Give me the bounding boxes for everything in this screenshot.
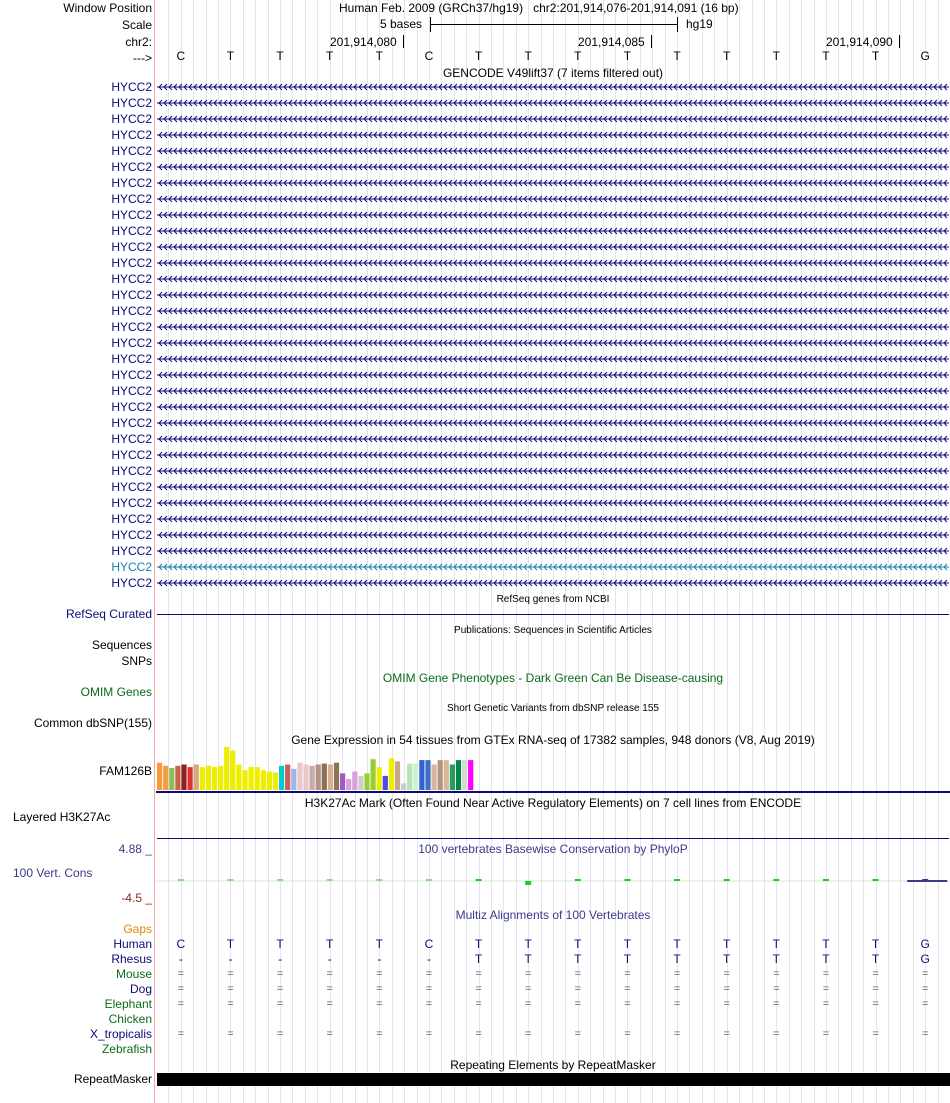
multiz-alignment-char: = xyxy=(425,1028,433,1040)
gencode-transcript-label[interactable]: HYCC2 xyxy=(111,336,152,350)
gtex-tissue-bar[interactable] xyxy=(383,776,388,790)
multiz-alignment-char: = xyxy=(326,1028,333,1040)
gencode-transcript-line[interactable] xyxy=(157,242,949,252)
gencode-transcript-line[interactable] xyxy=(157,98,949,108)
gtex-tissue-bar[interactable] xyxy=(346,779,351,790)
base-letter: T xyxy=(772,49,780,63)
base-letter: T xyxy=(623,49,632,63)
multiz-alignment-char: = xyxy=(822,983,830,995)
gtex-tissue-bar[interactable] xyxy=(377,767,382,790)
multiz-alignment-char: = xyxy=(376,998,383,1010)
multiz-alignment-char: T xyxy=(772,952,780,966)
base-letter: T xyxy=(474,49,483,63)
multiz-alignment-char: = xyxy=(872,968,879,980)
multiz-alignment-char: = xyxy=(872,983,879,995)
multiz-species-label[interactable]: Elephant xyxy=(104,997,152,1011)
gtex-tissue-bar[interactable] xyxy=(267,772,272,791)
gtex-tissue-bar[interactable] xyxy=(358,776,363,790)
multiz-alignment-char: = xyxy=(376,983,383,995)
gencode-transcript-label[interactable]: HYCC2 xyxy=(111,272,152,286)
gencode-transcript-label[interactable]: HYCC2 xyxy=(111,304,152,318)
gtex-tissue-bar[interactable] xyxy=(206,766,211,790)
gtex-tissue-bar[interactable] xyxy=(328,765,333,791)
gencode-transcript-line[interactable] xyxy=(157,562,949,572)
gtex-tissue-bar[interactable] xyxy=(389,758,394,790)
gtex-tissue-bar[interactable] xyxy=(444,760,449,790)
gtex-tissue-bar[interactable] xyxy=(462,760,467,790)
gtex-tissue-bar[interactable] xyxy=(395,761,400,790)
base-letter: T xyxy=(673,49,681,63)
gtex-tissue-bar[interactable] xyxy=(322,764,327,790)
base-letter: T xyxy=(226,49,235,63)
multiz-alignment-char: = xyxy=(574,1028,582,1040)
phylop-max-label: 4.88 _ xyxy=(118,842,152,856)
gencode-transcript-label[interactable]: HYCC2 xyxy=(111,80,152,94)
multiz-alignment-char: T xyxy=(524,937,532,951)
multiz-alignment-char: - xyxy=(377,952,382,966)
multiz-alignment-char: = xyxy=(524,968,532,980)
gtex-tissue-bar[interactable] xyxy=(401,783,406,790)
gencode-transcript-line[interactable] xyxy=(157,354,949,364)
phylop-score-mark[interactable] xyxy=(178,879,184,881)
multiz-alignment-char: = xyxy=(227,983,234,995)
gencode-transcript-label[interactable]: HYCC2 xyxy=(111,176,152,190)
multiz-species-label[interactable]: Zebrafish xyxy=(101,1042,152,1056)
multiz-alignment-char: = xyxy=(425,998,433,1010)
gencode-transcript-line[interactable] xyxy=(157,130,949,140)
gtex-tissue-bar[interactable] xyxy=(425,760,430,790)
repeatmasker-track-label[interactable]: RepeatMasker xyxy=(73,1072,152,1086)
phylop-track-title: 100 vertebrates Basewise Conservation by PhyloP xyxy=(418,842,688,856)
gencode-transcript-line[interactable] xyxy=(157,290,949,300)
gencode-transcript-label[interactable]: HYCC2 xyxy=(111,288,152,302)
gtex-tissue-bar[interactable] xyxy=(371,759,376,790)
gtex-tissue-bar[interactable] xyxy=(236,765,241,791)
gtex-tissue-bar[interactable] xyxy=(413,764,418,790)
multiz-alignment-char: = xyxy=(524,1028,532,1040)
multiz-alignment-char: T xyxy=(673,937,681,951)
gencode-transcript-line[interactable] xyxy=(157,402,949,412)
multiz-alignment-char: = xyxy=(723,1028,730,1040)
multiz-alignment-char: = xyxy=(773,968,780,980)
multiz-alignment-char: = xyxy=(773,1028,780,1040)
gencode-transcript-line[interactable] xyxy=(157,498,949,508)
multiz-species-label[interactable]: Rhesus xyxy=(111,952,152,966)
gencode-transcript-label[interactable]: HYCC2 xyxy=(111,160,152,174)
phylop-track-label[interactable]: 100 Vert. Cons xyxy=(13,866,93,880)
gtex-tissue-bar[interactable] xyxy=(303,765,308,791)
multiz-alignment-char: - xyxy=(228,952,233,966)
gtex-tissue-bar[interactable] xyxy=(255,767,260,790)
omim-track-label[interactable]: OMIM Genes xyxy=(80,685,152,699)
multiz-species-label[interactable]: Human xyxy=(113,937,152,951)
gtex-tissue-bar[interactable] xyxy=(456,760,461,790)
multiz-alignment-char: C xyxy=(176,937,186,951)
gencode-transcript-label[interactable]: HYCC2 xyxy=(111,416,152,430)
gencode-transcript-line[interactable] xyxy=(157,466,949,476)
gtex-gene-label[interactable]: FAM126B xyxy=(99,764,152,778)
multiz-alignment-char: = xyxy=(723,968,730,980)
gencode-transcript-label[interactable]: HYCC2 xyxy=(111,544,152,558)
gencode-transcript-label[interactable]: HYCC2 xyxy=(111,528,152,542)
gtex-tissue-bar[interactable] xyxy=(297,763,302,790)
multiz-alignment-char: G xyxy=(920,952,930,966)
multiz-alignment-char: = xyxy=(177,983,185,995)
gtex-tissue-bar[interactable] xyxy=(230,750,235,790)
gencode-transcript-line[interactable] xyxy=(157,370,949,380)
publications-snps-label[interactable]: SNPs xyxy=(121,654,152,668)
gtex-tissue-bar[interactable] xyxy=(224,747,229,790)
multiz-alignment-char: = xyxy=(475,1028,482,1040)
multiz-alignment-char: = xyxy=(227,1028,234,1040)
multiz-alignment-char: = xyxy=(723,998,730,1010)
multiz-alignment-char: = xyxy=(673,998,681,1010)
multiz-alignment-char: T xyxy=(226,937,235,951)
gencode-transcript-label[interactable]: HYCC2 xyxy=(111,144,152,158)
multiz-alignment-char: = xyxy=(921,998,929,1010)
gencode-transcript-label[interactable]: HYCC2 xyxy=(111,320,152,334)
multiz-species-label[interactable]: Mouse xyxy=(115,967,152,981)
gtex-tissue-bar[interactable] xyxy=(163,766,168,790)
gencode-transcript-label[interactable]: HYCC2 xyxy=(111,256,152,270)
multiz-gaps-label[interactable]: Gaps xyxy=(123,922,152,936)
multiz-alignment-char: = xyxy=(227,968,234,980)
multiz-alignment-char: = xyxy=(276,983,284,995)
multiz-species-label[interactable]: Chicken xyxy=(108,1012,152,1026)
gtex-tissue-bar[interactable] xyxy=(285,765,290,791)
multiz-alignment-char: T xyxy=(623,937,632,951)
phylop-score-mark[interactable] xyxy=(624,879,630,881)
strand-label: ---> xyxy=(133,51,152,65)
scale-bar-right-tick xyxy=(677,17,678,32)
coordinate-tick xyxy=(403,35,404,48)
multiz-alignment-char: = xyxy=(673,983,681,995)
base-letter: T xyxy=(276,49,284,63)
gtex-tissue-bar[interactable] xyxy=(419,760,424,790)
multiz-alignment-char: C xyxy=(424,937,434,951)
gtex-tissue-bar[interactable] xyxy=(242,770,247,790)
multiz-alignment-char: = xyxy=(177,968,185,980)
gtex-tissue-bar[interactable] xyxy=(279,766,284,790)
window-position-label: Window Position xyxy=(63,1,152,15)
multiz-alignment-char: = xyxy=(276,998,284,1010)
multiz-alignment-char: T xyxy=(326,937,334,951)
phylop-score-mark[interactable] xyxy=(376,879,382,881)
multiz-alignment-char: = xyxy=(574,968,582,980)
multiz-alignment-char: = xyxy=(326,968,333,980)
gtex-tissue-bar[interactable] xyxy=(334,763,339,790)
publications-sequences-label[interactable]: Sequences xyxy=(91,638,152,652)
gencode-transcript-label[interactable]: HYCC2 xyxy=(111,480,152,494)
gencode-transcript-label[interactable]: HYCC2 xyxy=(111,96,152,110)
refseq-gene-line[interactable] xyxy=(157,614,949,615)
gtex-tissue-bar[interactable] xyxy=(364,773,369,790)
phylop-score-mark[interactable] xyxy=(873,879,879,881)
gencode-transcript-label[interactable]: HYCC2 xyxy=(111,192,152,206)
multiz-species-label[interactable]: X_tropicalis xyxy=(89,1027,152,1041)
scale-label: Scale xyxy=(121,18,152,32)
phylop-score-mark[interactable] xyxy=(227,879,233,881)
gtex-tissue-bar[interactable] xyxy=(316,765,321,791)
scale-db-label: hg19 xyxy=(686,17,713,31)
repeatmasker-track-title: Repeating Elements by RepeatMasker xyxy=(450,1058,656,1072)
multiz-alignment-char: = xyxy=(773,983,780,995)
gtex-tissue-bar[interactable] xyxy=(157,763,162,790)
refseq-track-label[interactable]: RefSeq Curated xyxy=(65,607,152,621)
gencode-transcript-label[interactable]: HYCC2 xyxy=(111,512,152,526)
phylop-score-mark[interactable] xyxy=(724,879,730,881)
multiz-alignment-char: T xyxy=(474,937,483,951)
multiz-alignment-char: = xyxy=(624,998,631,1010)
phylop-score-mark[interactable] xyxy=(277,879,283,881)
base-letter: T xyxy=(871,49,880,63)
multiz-alignment-char: T xyxy=(772,937,780,951)
multiz-alignment-char: = xyxy=(276,968,284,980)
base-letter: T xyxy=(574,49,582,63)
multiz-alignment-char: T xyxy=(822,937,830,951)
gtex-track-title: Gene Expression in 54 tissues from GTEx RNA-seq of 17382 samples, 948 donors (V8, Aug 2019) xyxy=(291,733,815,747)
gtex-tissue-bar[interactable] xyxy=(218,766,223,790)
gtex-tissue-bar[interactable] xyxy=(432,765,437,791)
scale-bar xyxy=(430,24,677,25)
base-letter: T xyxy=(723,49,731,63)
phylop-score-mark[interactable] xyxy=(674,879,680,881)
multiz-alignment-char: - xyxy=(278,952,283,966)
phylop-score-mark[interactable] xyxy=(426,879,432,881)
label-divider xyxy=(154,0,155,1103)
multiz-alignment-char: T xyxy=(524,952,532,966)
gencode-transcript-label[interactable]: HYCC2 xyxy=(111,400,152,414)
multiz-alignment-char: = xyxy=(822,1028,830,1040)
phylop-score-mark[interactable] xyxy=(476,879,482,881)
gencode-transcript-line[interactable] xyxy=(157,226,949,236)
gtex-tissue-bar[interactable] xyxy=(468,760,473,790)
gtex-expression-bars[interactable] xyxy=(156,746,950,794)
gtex-tissue-bar[interactable] xyxy=(181,765,186,791)
gencode-transcript-label[interactable]: HYCC2 xyxy=(111,560,152,574)
scale-bar-text: 5 bases xyxy=(380,17,423,31)
multiz-species-label[interactable]: Dog xyxy=(129,982,152,996)
multiz-alignment-char: = xyxy=(872,998,879,1010)
multiz-alignment-char: - xyxy=(327,952,332,966)
publications-track-title: Publications: Sequences in Scientific Articles xyxy=(454,625,652,636)
gencode-transcript-line[interactable] xyxy=(157,258,949,268)
multiz-alignment-char: = xyxy=(475,968,482,980)
gencode-transcript-label[interactable]: HYCC2 xyxy=(111,576,152,590)
gencode-transcript-line[interactable] xyxy=(157,162,949,172)
omim-track-title: OMIM Gene Phenotypes - Dark Green Can Be Disease-causing xyxy=(382,671,724,685)
multiz-alignment-char: - xyxy=(178,952,183,966)
multiz-alignment-char: T xyxy=(574,952,582,966)
multiz-alignment-char: = xyxy=(574,998,582,1010)
phylop-score-mark[interactable] xyxy=(327,879,333,881)
multiz-alignment-char: = xyxy=(524,998,532,1010)
gencode-transcript-line[interactable] xyxy=(157,546,949,556)
coordinate-tick xyxy=(651,35,652,48)
gtex-tissue-bar[interactable] xyxy=(352,772,357,791)
multiz-alignment-char: T xyxy=(276,937,284,951)
multiz-alignment-char: T xyxy=(871,952,880,966)
gencode-transcript-line[interactable] xyxy=(157,178,949,188)
multiz-alignment-char: = xyxy=(624,1028,631,1040)
multiz-alignment-char: = xyxy=(177,1028,185,1040)
multiz-alignment-char: = xyxy=(524,983,532,995)
gencode-transcript-line[interactable] xyxy=(157,530,949,540)
gtex-tissue-bar[interactable] xyxy=(249,767,254,790)
multiz-track-title: Multiz Alignments of 100 Vertebrates xyxy=(455,908,651,922)
gencode-transcript-line[interactable] xyxy=(157,514,949,524)
multiz-alignment-char: = xyxy=(624,983,631,995)
gencode-transcript-line[interactable] xyxy=(157,418,949,428)
gencode-transcript-label[interactable]: HYCC2 xyxy=(111,224,152,238)
multiz-alignment-char: = xyxy=(376,968,383,980)
multiz-alignment-char: T xyxy=(375,937,383,951)
gencode-transcript-line[interactable] xyxy=(157,306,949,316)
gtex-tissue-bar[interactable] xyxy=(200,767,205,790)
base-letter: G xyxy=(920,49,930,63)
coordinate-tick xyxy=(899,35,900,48)
multiz-alignment-char: = xyxy=(326,983,333,995)
gencode-transcript-label[interactable]: HYCC2 xyxy=(111,240,152,254)
gencode-transcript-label[interactable]: HYCC2 xyxy=(111,384,152,398)
multiz-alignment-char: = xyxy=(227,998,234,1010)
gtex-tissue-bar[interactable] xyxy=(175,766,180,790)
coordinate-label: 201,914,085 xyxy=(578,35,645,49)
refseq-track-title: RefSeq genes from NCBI xyxy=(496,594,610,605)
phylop-conservation-plot[interactable] xyxy=(156,870,950,890)
gtex-tissue-bar[interactable] xyxy=(310,766,315,790)
gencode-transcript-line[interactable] xyxy=(157,322,949,332)
gtex-tissue-bar[interactable] xyxy=(450,765,455,791)
gencode-transcript-line[interactable] xyxy=(157,274,949,284)
multiz-alignment-char: = xyxy=(723,983,730,995)
h3k27ac-baseline xyxy=(157,838,949,839)
gtex-baseline xyxy=(156,791,950,793)
multiz-alignment-char: = xyxy=(921,968,929,980)
gencode-transcript-label[interactable]: HYCC2 xyxy=(111,208,152,222)
gtex-tissue-bar[interactable] xyxy=(407,764,412,790)
assembly-position-title: Human Feb. 2009 (GRCh37/hg19) chr2:201,914,076-201,914,091 (16 bp) xyxy=(339,1,739,15)
multiz-alignment-char: T xyxy=(673,952,681,966)
phylop-min-label: -4.5 _ xyxy=(121,891,152,905)
gtex-tissue-bar[interactable] xyxy=(194,765,199,791)
multiz-alignment-char: - xyxy=(426,952,431,966)
phylop-score-mark[interactable] xyxy=(823,879,829,881)
phylop-score-mark[interactable] xyxy=(907,880,947,882)
gencode-transcript-line[interactable] xyxy=(157,482,949,492)
gtex-tissue-bar[interactable] xyxy=(212,767,217,790)
gencode-transcript-line[interactable] xyxy=(157,210,949,220)
scale-bar-left-tick xyxy=(430,17,431,32)
gencode-transcript-label[interactable]: HYCC2 xyxy=(111,448,152,462)
coordinate-label: 201,914,080 xyxy=(330,35,397,49)
gtex-tissue-bar[interactable] xyxy=(291,769,296,790)
gencode-transcript-line[interactable] xyxy=(157,578,949,588)
multiz-alignment-char: = xyxy=(822,968,830,980)
multiz-alignment-char: = xyxy=(425,968,433,980)
gencode-transcript-line[interactable] xyxy=(157,338,949,348)
multiz-alignment-char: = xyxy=(475,998,482,1010)
multiz-alignment-char: T xyxy=(623,952,632,966)
gencode-transcript-line[interactable] xyxy=(157,82,949,92)
base-letter: C xyxy=(176,49,186,63)
multiz-alignment-char: = xyxy=(921,983,929,995)
gencode-transcript-label[interactable]: HYCC2 xyxy=(111,432,152,446)
multiz-alignment-char: = xyxy=(872,1028,879,1040)
gencode-transcript-label[interactable]: HYCC2 xyxy=(111,368,152,382)
multiz-alignment-char: = xyxy=(326,998,333,1010)
multiz-alignment-char: = xyxy=(673,1028,681,1040)
gtex-tissue-bar[interactable] xyxy=(273,772,278,790)
multiz-alignment-char: = xyxy=(177,998,185,1010)
multiz-alignment-char: = xyxy=(425,983,433,995)
gencode-transcript-line[interactable] xyxy=(157,450,949,460)
gencode-transcript-line[interactable] xyxy=(157,434,949,444)
multiz-alignment-char: = xyxy=(921,1028,929,1040)
gencode-transcript-line[interactable] xyxy=(157,194,949,204)
multiz-alignment-char: = xyxy=(624,968,631,980)
multiz-alignment-char: = xyxy=(475,983,482,995)
gtex-tissue-bar[interactable] xyxy=(261,770,266,790)
base-letter: T xyxy=(524,49,532,63)
gencode-transcript-label[interactable]: HYCC2 xyxy=(111,352,152,366)
multiz-alignment-char: T xyxy=(871,937,880,951)
gencode-transcript-label[interactable]: HYCC2 xyxy=(111,496,152,510)
gtex-tissue-bar[interactable] xyxy=(188,767,193,790)
gtex-tissue-bar[interactable] xyxy=(340,773,345,790)
gtex-tissue-bar[interactable] xyxy=(438,760,443,790)
coordinate-label: 201,914,090 xyxy=(826,35,893,49)
multiz-alignment-char: G xyxy=(920,937,930,951)
phylop-score-mark[interactable] xyxy=(773,879,779,881)
phylop-score-mark[interactable] xyxy=(525,881,531,885)
multiz-alignment-char: T xyxy=(723,952,731,966)
gencode-transcript-label[interactable]: HYCC2 xyxy=(111,128,152,142)
h3k27ac-track-title: H3K27Ac Mark (Often Found Near Active Regulatory Elements) on 7 cell lines from ENCODE xyxy=(304,796,802,810)
h3k27ac-track-label[interactable]: Layered H3K27Ac xyxy=(13,810,111,824)
chromosome-label: chr2: xyxy=(125,35,152,49)
multiz-alignment-char: T xyxy=(574,937,582,951)
repeatmasker-element[interactable] xyxy=(157,1073,950,1086)
dbsnp-track-title: Short Genetic Variants from dbSNP release 155 xyxy=(447,703,659,714)
multiz-alignment-char: T xyxy=(723,937,731,951)
multiz-alignment-char: = xyxy=(574,983,582,995)
multiz-alignment-char: = xyxy=(276,1028,284,1040)
dbsnp-track-label[interactable]: Common dbSNP(155) xyxy=(33,716,152,730)
multiz-alignment-char: T xyxy=(822,952,830,966)
gencode-transcript-line[interactable] xyxy=(157,146,949,156)
base-letter: T xyxy=(822,49,830,63)
gtex-tissue-bar[interactable] xyxy=(169,768,174,790)
gencode-transcript-line[interactable] xyxy=(157,386,949,396)
multiz-alignment-char: = xyxy=(376,1028,383,1040)
gencode-transcript-label[interactable]: HYCC2 xyxy=(111,112,152,126)
base-letter: C xyxy=(424,49,434,63)
gencode-transcript-label[interactable]: HYCC2 xyxy=(111,464,152,478)
multiz-alignment-char: T xyxy=(474,952,483,966)
base-letter: T xyxy=(375,49,383,63)
gencode-transcript-line[interactable] xyxy=(157,114,949,124)
base-letter: T xyxy=(326,49,334,63)
multiz-alignment-char: = xyxy=(822,998,830,1010)
multiz-alignment-char: = xyxy=(773,998,780,1010)
multiz-alignment-char: = xyxy=(673,968,681,980)
phylop-score-mark[interactable] xyxy=(575,879,581,881)
gencode-track-title: GENCODE V49lift37 (7 items filtered out) xyxy=(442,66,664,80)
